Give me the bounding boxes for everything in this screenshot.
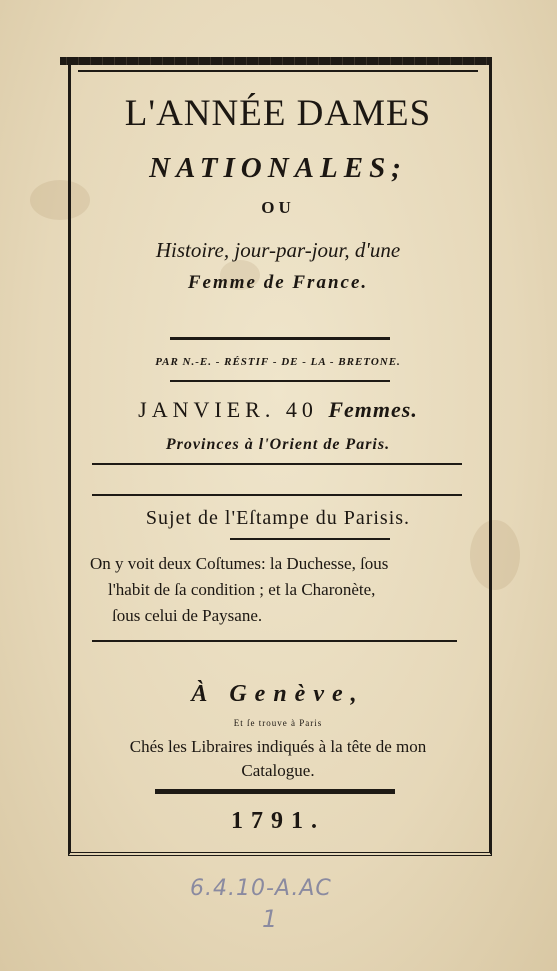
- publisher-line-2: Catalogue.: [241, 761, 315, 780]
- description-line: ſous celui de Paysane.: [112, 606, 263, 625]
- description-line: On y voit deux Coſtumes: la Duchesse, ſous: [90, 554, 389, 573]
- divider-rule: [170, 380, 390, 382]
- shelfmark: 6.4.10-A.AC: [190, 876, 332, 901]
- description-line: l'habit de ſa condition ; et la Charonète,: [108, 580, 376, 599]
- place-of-publication: À Genève,: [191, 681, 365, 707]
- divider-rule: [155, 789, 395, 794]
- place-note: Et ſe trouve à Paris: [233, 718, 323, 728]
- title-line-2: NATIONALES;: [149, 152, 407, 184]
- subject-heading: Sujet de l'Eſtampe du Parisis.: [145, 507, 411, 529]
- month-line: [78, 397, 478, 423]
- women-count: 40: [285, 397, 318, 422]
- month-name: JANVIER.: [138, 397, 276, 422]
- conjunction: OU: [261, 198, 295, 217]
- publisher-line-1: Chés les Libraires indiqués à la tête de mon: [129, 737, 427, 756]
- divider-rule: [92, 494, 462, 496]
- divider-rule: [230, 538, 390, 540]
- subtitle-line-1: Histoire, jour-par-jour, d'une: [155, 238, 401, 262]
- author-line: PAR N.-E. - RÉSTIF - DE - LA - BRETONE.: [155, 356, 401, 368]
- volume-number: 1: [262, 905, 278, 933]
- publication-year: 1791.: [231, 808, 325, 834]
- women-label: Femmes.: [328, 397, 418, 422]
- title-line-1: L'ANNÉE DAMES: [124, 93, 432, 134]
- divider-rule: [92, 640, 457, 642]
- provinces-line: Provinces à l'Orient de Paris.: [165, 436, 391, 453]
- divider-rule: [92, 463, 462, 465]
- subtitle-line-2: Femme de France.: [187, 272, 369, 293]
- divider-rule: [170, 337, 390, 340]
